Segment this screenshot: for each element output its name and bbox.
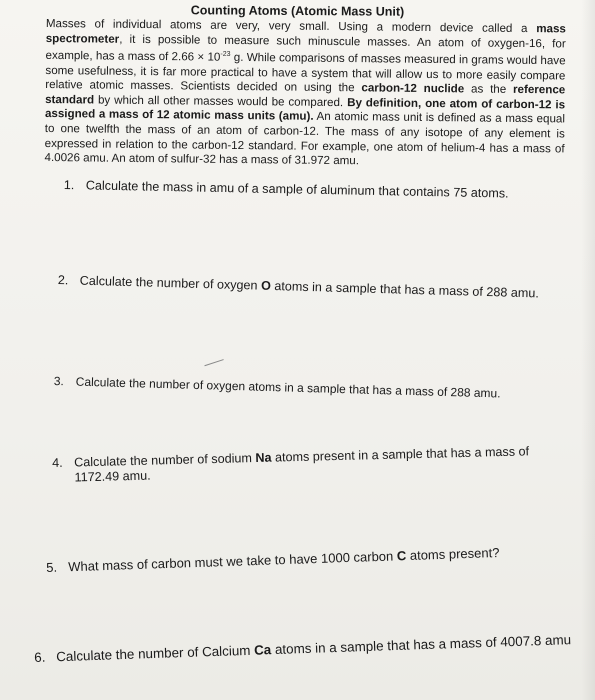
question-number: 2.: [57, 273, 69, 288]
question-1: [64, 178, 509, 202]
question-text-line-2: 1172.49 amu.: [74, 468, 151, 485]
question-4: [52, 444, 530, 486]
page-edge-shadow: [581, 0, 595, 700]
question-text: Calculate the number of oxygen atoms in a sample that has a mass of 288 amu.: [75, 374, 501, 401]
question-text-end: atoms in a sample that has a mass of 4007.8 amu: [270, 632, 572, 658]
element-symbol: Na: [255, 450, 272, 466]
question-number: 3.: [53, 374, 65, 389]
intro-text-4: as the: [464, 82, 514, 97]
intro-term-carbon-12: carbon-12 nuclide: [361, 81, 465, 96]
question-number: 6.: [34, 649, 46, 665]
intro-text-5: by which all other masses would be compared.: [94, 93, 348, 109]
intro-term-reference-standard: reference standard: [45, 83, 566, 107]
question-number: 4.: [52, 455, 63, 470]
intro-text-6: An atomic mass unit is defined as a mass equal to one twelfth the mass of an atom of carbon-12. The mass of any isotope of any element is expressed in relation to the carbon-12 standard. For example, one atom of helium-4 has a mass of 4.0026 amu. An atom of sulfur-32 has a mass of 31.972 amu.: [44, 110, 566, 168]
intro-paragraph: [44, 17, 566, 171]
question-2: [58, 273, 539, 301]
intro-text-2: , it is possible to measure such minuscule masses. An atom of oxygen-16, for example, has a mass of 2.66 × 10: [45, 32, 566, 64]
question-5: [46, 545, 500, 575]
intro-term-mass-spectrometer: mass spectrometer: [45, 22, 566, 46]
question-6: [34, 632, 571, 665]
question-text-end: atoms in a sample that has a mass of 288 amu.: [270, 278, 540, 301]
intro-definition: By definition, one atom of carbon-12 is assigned a mass of 12 atomic mass units (amu).: [44, 95, 566, 124]
element-symbol: Ca: [253, 642, 272, 658]
question-text: Calculate the mass in amu of a sample of aluminum that contains 75 atoms.: [85, 178, 509, 201]
intro-text-1: Masses of individual atoms are very, very small. Using a modern device called a: [45, 17, 537, 36]
question-number: 5.: [46, 559, 58, 575]
question-text: Calculate the number of sodium: [73, 451, 256, 470]
question-text: What mass of carbon must we take to have 1000 carbon: [67, 548, 398, 575]
question-text-end: atoms present?: [405, 544, 500, 564]
intro-text-3: g. While comparisons of masses measured in grams would have some usefulness, it is far more practical to have a system that will allow us to more easily compare relative atomic masses. Scientists decided on using the: [45, 50, 566, 95]
element-symbol: C: [396, 548, 407, 564]
question-3: [54, 374, 501, 401]
worksheet-title: Counting Atoms (Atomic Mass Unit): [190, 3, 405, 19]
intro-exponent: -23: [220, 51, 231, 59]
question-text: Calculate the number of oxygen: [79, 273, 262, 293]
element-symbol: O: [260, 278, 272, 293]
question-number: 1.: [63, 178, 75, 193]
question-text: Calculate the number of Calcium: [55, 642, 255, 665]
question-text-end: atoms present in a sample that has a mass of: [271, 444, 530, 465]
pen-mark: [204, 359, 225, 372]
